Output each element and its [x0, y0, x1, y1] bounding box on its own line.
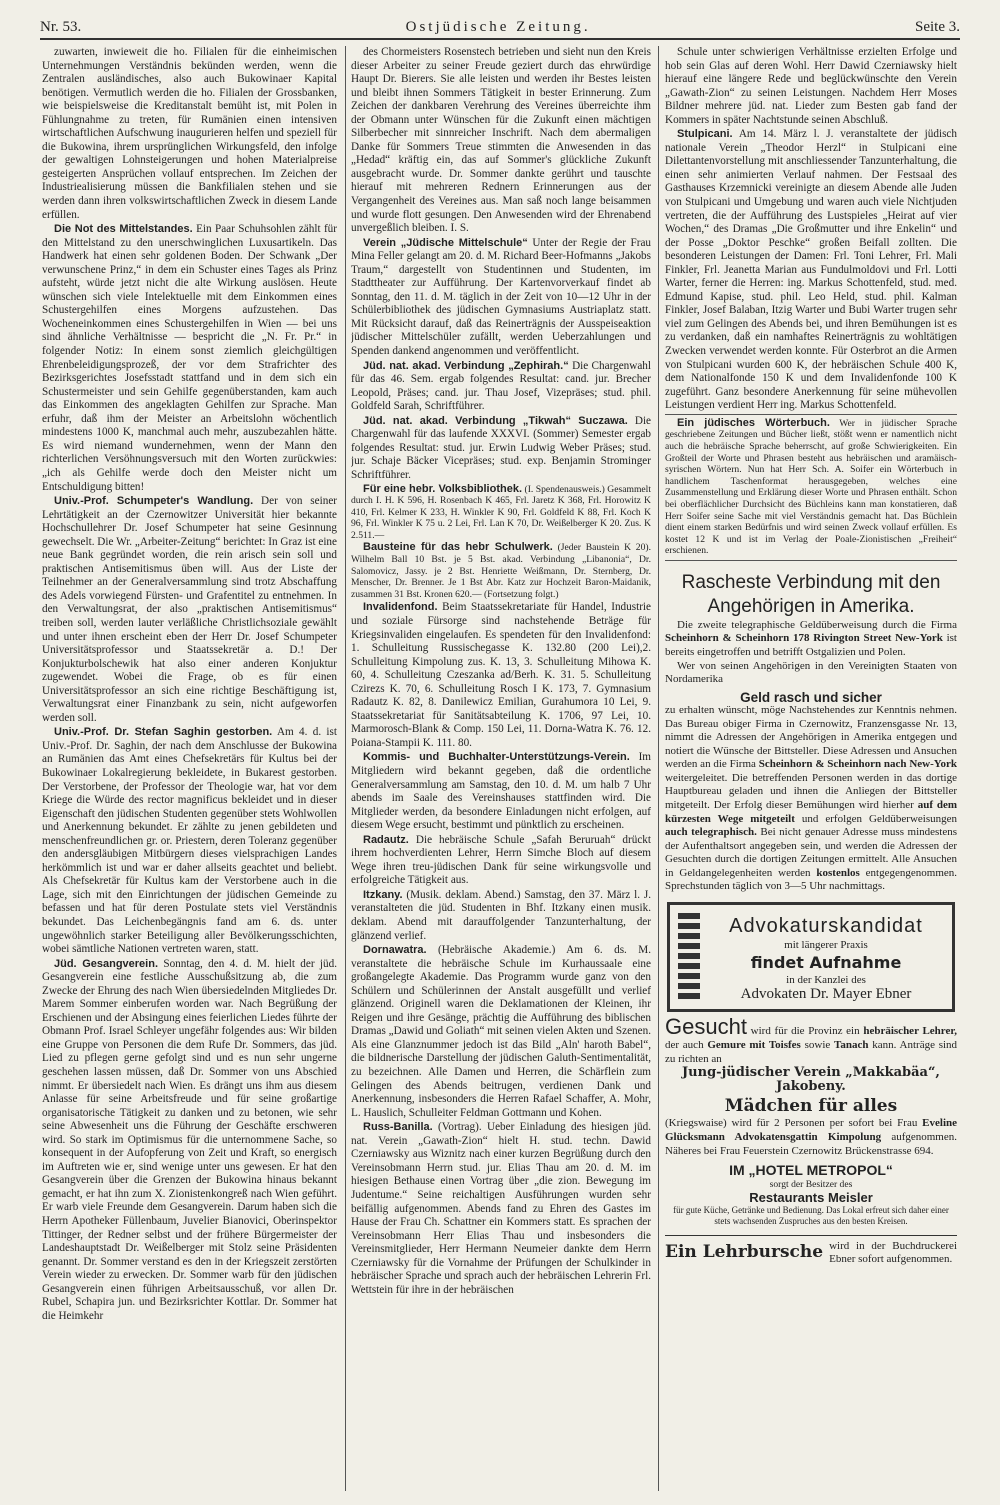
ad-amerika-firm: Scheinhorn & Scheinhorn 178 Rivington Street New-York: [665, 632, 943, 645]
ad-advokat: Advokaturskandidat mit längerer Praxis findet Aufnahme in der Kanzlei des Advokaten Dr. Mayer Ebner: [667, 902, 955, 1013]
ad-metropol: IM „HOTEL METROPOL“ sorgt der Besitzer des Restaurants Meisler für gute Küche, Getränke und Bedienung. Das Lokal erfreut sich daher einer stets wachsenden Zuspruches aus den besten Kreisen.: [673, 1162, 949, 1226]
article-heading: Radautz.: [363, 833, 409, 846]
article-heading: Jüd. Gesangverein.: [54, 957, 159, 970]
article-heading: Invalidenfond.: [363, 601, 438, 614]
ad-gesucht: Gesucht wird für die Provinz ein hebräischer Lehrer, der auch Gemure mit Toisfes sowie Tanach kann. Anträge sind zu richten an Jung-jüdischer Verein „Makkabäa“, Jakobeny.: [665, 1014, 957, 1095]
article-heading: Verein „Jüdische Mittelschule“: [363, 236, 528, 249]
column-1: [42, 46, 337, 1491]
article-text: Ein Paar Schuhsohlen zählt für den Mittelstand zu den unerschwinglichen Luxusartikeln. Das Handwerk hat einen sehr goldenen Boden. Der Schwank „Der verwunschene Prinz,“ in dem ein Schuster eines Tages als Prinz aufsteht, würde jetzt nicht die alte Wirkung auslösen. Heute wünschen sich viele Intelektuelle mit dem Einkommen eines Schustergehilfen eines Morgens aufzustehen. Das Wocheneinkommen eines Schustergehilfen in Wien — bei uns sind ähnliche Verhältnisse — bespricht die „N. Fr. Pr.“ in folgender Notiz: In einem sonst ziemlich gleichgültigen Ehrenbeleidigungsprozeß, der vor dem Strafrichter des Bezirksgerichtes Josefsstadt stattfand und in dem sich ein Schustermeister und sein Gehilfe gegenüberstanden, kam auch das Einkommen des angeklagten Gehilfen zur Sprache. Man erfuhr, daß ihm der Meister an Arbeitslohn wöchentlich mindestens 1000 K, manchmal auch mehr, auszubezahlen hätte. Es wird niemand wundernehmen, wenn der Mann den richterlichen Versöhnungsversuch mit den Worten zurückwies: „ich als Gehilfe werde doch den Meister nicht um Entschuldigung bitten!: [42, 223, 337, 493]
ad-advokat-name: Advokaten Dr. Mayer Ebner: [740, 985, 912, 1002]
issue-number: Nr. 53.: [40, 18, 82, 35]
article: [351, 46, 651, 236]
article-heading: Für eine hebr. Volksbibliothek.: [363, 482, 523, 495]
article-heading: Dornawatra.: [363, 944, 427, 957]
column-3: [665, 46, 957, 1491]
ad-maedchen: Mädchen für alles (Kriegswaise) wird für 2 Personen per sofort bei Frau Eveline Glücksmann Advokatensgattin Kimpolung aufgenommen. Näheres bei Frau Feuerstein Czernowitz Brückenstrasse 694.: [665, 1096, 957, 1158]
ad-amerika-body: zu erhalten wünscht, möge Nachstehendes zur Kenntnis nehmen. Das Bureau obiger Firma in Czernowitz, Franzensgasse Nr. 13, nimmt die Adressen der Angehörigen in Amerika entgegen und notiert die Wünsche der Bittsteller. Diese Adressen und Ansuchen werden an die Firma Scheinhorn & Scheinhorn nach New-York weitergeleitet. Die betreffenden Personen werden in das dortige Hauptbureau geladen und ihnen die Anliegen der Bittsteller mitgeteilt. Der Erfolg dieser Bemühungen wird hierher auf dem kürzesten Wege mitgeteilt und erfolgen Geldüberweisungen auch telegraphisch. Bei nicht genauer Adresse muss mindestens der Aufenthaltsort angegeben sein, und werden die Adressen der Gesuchten durch die dortigen Zeitungen ermittelt. Alle Ansuchen in Geldangelegenheiten werden kostenlos entgegengenommen. Sprechstunden täglich von 3—5 Uhr nachmittags.: [665, 704, 957, 893]
article-text: Die hebräische Schule „Safah Beruruah“ drückt ihrem hochverdienten Lehrer, Herrn Simche Bloch auf diesem Wege ihren treu-jüdischen Dank für seine wirkungsvolle und erfolgreiche Tätigkeit aus.: [351, 833, 651, 887]
article-text: (Hebräische Akademie.) Am 6. ds. M. veranstaltete die hebräische Schule im Kurhaussaale eine großangelegte Akademie. Das Programm wurde ganz von den Schülern und Schülerinnen der Anstalt ausgefüllt und verlief glänzend. Originell waren die Deklamationen der Kleinen, ihr Reigen und ihre Gesänge, prächtig die Aufführung des biblischen Dramas „Dawid und Goliath“ mit seinen vielen Akten und Szenen. Als eine Glanznummer jedoch ist das Bild „Aln' haroth Babel“, die bildnerische Darstellung der jüdischen Galuth-Sentimentalität, zu bezeichnen. Alle Damen und Herren, die Schärflein zum Gelingen des Abends beitrugen, verdienen Dank und Anerkennung, insbesonders die Herren Rafael Schaffer, A. Mohr, L. Hauslich, Schulleiter Feldman Gottmann und Kohen.: [351, 944, 651, 1119]
article-heading: Jüd. nat. akad. Verbindung „Zephirah.“: [363, 359, 569, 372]
article-heading: Itzkany.: [363, 888, 403, 901]
article-text: Am 4. d. ist Univ.-Prof. Dr. Saghin, der nach dem Anschlusse der Bukowina an Rumänien das Amt eines Chefsekretärs für Kultus bei der Bukowinaer Lokalregierung bekleidete, in Bukarest gestorben. Der Verstorbene, der Professor der Theologie war, hat vor dem Kriege die Würde des rector magnificus bekleidet und in dieser Eigenschaft den jüdischen Studenten gegenüber stets Wohlwollen und Anerkennung bekundet. Er zählte zu jenen gebildeten und menschenfreundlichen gr. or. Priestern, deren Toleranz gegenüber den andersgläubigen Mitbürgern dieses vielsprachigen Landes herkömmlich ist und war er daher allseits geachtet und beliebt. Als Chefsekretär für Kultus kam der Verstorbene auch in die Lage, sich mit den Einrichtungen der jüdischen Gemeinde zu befassen und hat für deren Postulate stets viel Verständnis bekundet. Das Leichenbegängnis fand am 6. ds. unter ungewöhnlich starker Beteiligung aller Bevölkerungsschichten, wobei sämtliche Nationen vertreten waren, statt.: [42, 726, 337, 956]
article-text: Im Mitgliedern wird bekannt gegeben, daß die ordentliche Generalversammlung am Samstag, den 10. d. M. um halb 7 Uhr abends im Saale des Vereinshauses stattfinden wird. Die Mitglieder werden, da besondere Einladungen nicht erfolgen, auf diesem Wege ersucht, bestimmt und pünktlich zu erscheinen.: [351, 751, 651, 832]
article-text: (Musik. deklam. Abend.) Samstag, den 37. März l. J. veranstalteten die jüd. Studenten in Bhf. Itzkany einen musik. deklam. Abend mit darauffolgender Tanzunterhaltung, der glänzend verlief.: [351, 888, 651, 942]
article-text: Am 14. März l. J. veranstaltete der jüdisch nationale Verein „Theodor Herzl“ in Stulpicani eine Dilettantenvorstellung mit anschliessender Tanzunterhaltung, die einen sehr animierten Verlauf nahmen. Der Festsaal des Gasthauses Krzemnicki vereinigte an diesem Abende alle Juden von Stulpicani und Umgebung und waren auch viele Nichtjuden vertreten, die der Aufführung des Lustspieles „Heirat auf vier Wochen,“ des Dramas „Die Großmutter und ihre Enkelin“ und der Posse „Doktor Peschke“ großen Beifall zollten. Die besonderen Leistungen der Damen: Frl. Toni Lehrer, Frl. Mali Finkler, Frl. Jeanetta Marian aus Fundulmoldovi und Frl. Lotti Warter, ferner die Herren: ing. Markus Schottenfeld, stud. med. Edmund Kapise, stud. phil. Leo Held, stud. phil. Kalman Finkler, Josef Balaban, Itzig Warter und Bubi Warter trugen sehr viel zum Gelingen des Abends bei, und ihren Bemühungen ist es zu verdanken, daß ein namhaftes Reinerträgnis zu wohltätigen Zwecken verwendet werden konnte. Für Osterbrot an die Armen von Stulpicani wurden 600 K, der hebräischen Schule 400 K, dem Nationalfonde 150 K und dem Invalidenfonde 100 K zugeführt. Ganz besondere Anerkennung für seine mühevollen Leistungen verdient Herr ing. Markus Schottenfeld.: [665, 128, 957, 412]
ad-advokat-offer: findet Aufnahme: [750, 953, 902, 973]
article-text: Schule unter schwierigen Verhältnisse erzielten Erfolge und hob sein Glas auf deren Wohl. Herr Dawid Czerniawsky hielt hierauf eine längere Rede und beglückwünschte den Verein „Gawath-Zion“ zu seinen Leistungen. Nachdem Herr Moses Bildner mehrere jüd. nat. Lieder zum Besten gab fand der Kommers in später Nachtstunde seinen Abschluß.: [665, 46, 957, 126]
article: [351, 415, 651, 483]
ad-lehrbursche: Ein Lehrbursche wird in der Buchdruckerei Ebner sofort aufgenommen.: [665, 1235, 957, 1267]
article-heading: Kommis- und Buchhalter-Unterstützungs-Verein.: [363, 751, 630, 764]
article: [665, 46, 957, 127]
masthead: [40, 14, 960, 40]
newspaper-title: Ostjüdische Zeitung.: [405, 18, 591, 35]
article-text: Beim Staatssekretariate für Handel, Industrie und soziale Fürsorge sind nachstehende Beträge für Kriegsinvaliden eingelaufen. Es spendeten für den Invalidenfond: 1. Schulleitung Russischegasse K. 132.80 (200 Lei),2. Schulleitung Kimpolung zus. K. 13, 3. Schulleitung Mihowa K. 60, 4. Schulleitung Czeszanka ad/Berh. K. 31. 5. Schulleitung Czirezs K. 70, 6. Schulleitung Rosch I K. 173, 7. Gymnasium Radautz K. 82, 8. Danilewicz Emilian, Gurahumora 10 Lei, 9. Staatssekretariat für Sanitätsabteilung K. 1706, 97 Lei, 10. Marmorosch-Blank & Comp. 150 Lei, 11. Dorna-Watra K. 76. 12. Poiana-Stampii K. 111. 80.: [351, 601, 651, 749]
column-3-articles: [665, 46, 957, 561]
article: [351, 834, 651, 888]
article-heading: Univ.-Prof. Dr. Stefan Saghin gestorben.: [54, 726, 273, 739]
article: [351, 542, 651, 600]
ad-amerika: [665, 565, 957, 894]
column-divider: [345, 46, 346, 1491]
ornament-border-icon: [678, 913, 700, 1002]
ad-amerika-headline: Rascheste Verbindung mit den Angehörigen in Amerika.: [681, 571, 941, 617]
article: [42, 223, 337, 494]
article-text: (Vortrag). Ueber Einladung des hiesigen jüd. nat. Verein „Gawath-Zion“ hielt H. stud. techn. Dawid Czerniawsky aus Wiznitz nach einer kurzen Begrüßung durch den Vereinsobmann Herrn stud. jur. Elias Thau am 20. d. M. im hiesigen Bethause einen Vortrag über „die zion. Bewegung im Judentume.“ Seine reichaltigen Ausführungen wurden sehr beifällig aufgenommen. Abends fand zu Ehren des Gastes im Hause der Frau Ch. Schattner ein Kommers statt. Es sprachen der Vereinsobmann Herr Elias Thau und insbesonders die Vereinsmitglieder, Herr Hermann Neumeier dankte dem Herrn Czerniawsky für die Vornahme der Prüfungen der Schulkinder in hebräischer Sprache und sprach auch der hebräischen Lehrerin Frl. Wettstein für ihre in der hebräischen: [351, 1121, 651, 1296]
article-text: Wer in jüdischer Sprache geschriebene Zeitungen und Bücher ließt, stößt wenn er namentlich nicht auch die hebräische Sprache beherrscht, auf große Schwierigkeiten. Ein Großteil der Worte und Phrasen besteht aus hebräischen und aramäisch-syrischen Wörtern. Nun hat Herr Sch. A. Soifer ein Wörterbuch in handlichem Taschenformat herausgegeben, welches eine Zusammenstellung und Erklärung dieser Worte und Phrasen enthält. Schon bei oberflächlicher Durchsicht des Büchleins kann man konstatieren, daß Herr Soifer seine Sache mit viel Verständnis gemacht hat. Das Büchlein dient einem starken Bedürfnis und wird seinen Zweck vollauf erfüllen. Es kostet 12 K und ist im Verlag der Poale-Zionistischen „Freiheit“ erschienen.: [665, 417, 957, 557]
article-heading: Stulpicani.: [677, 128, 733, 141]
article: [665, 128, 957, 412]
article: [351, 237, 651, 359]
ad-amerika-lead: Die zweite telegraphische Geldüberweisung durch die Firma Scheinhorn & Scheinhorn 178 Rivington Street New-York ist bereits eingetroffen und betrifft Ostgalizien und Polen.: [665, 618, 957, 658]
article-text: zuwarten, inwieweit die ho. Filialen für die einheimischen Unternehmungen Verständnis bekünden werden, wenn die Zentralen ausländisches, also auch Bukowinaer Kapital benötigen. Vermutlich werden die ho. Filialen der Grossbanken, wie beispielsweise die Kreditanstalt bemüht ist, mit Polen in Fühlungnahme zu treten, für Rumänien einen intensiven wirtschaftlichen Aufschwung inaugurieren helfen und speziell für die Bukowina, ihrem ursprünglichen Wirkungsfeld, den infolge der gewaltigen Lohnsteigerungen und hohen Materialpreise gesteigerten Ansprüchen vollauf entsprechen. Im Zeichen der Industriealisierung müssen die Bankfilialen stehen und sie werden dann ihren volkswirtschaftlichen Zweck in diesem Lande erfüllen.: [42, 46, 337, 221]
article-text: des Chormeisters Rosenstech betrieben und sieht nun den Kreis dieser Arbeiter zu seiner Freude geziert durch das ehrwürdige Haupt Dr. Bierers. Sie alle leisten und werden ihr Bestes leisten und bleibt ihnen Sommers Tätigkeit in bester Erinnerung. Zum Zeichen der dankbaren Verehrung des Vereines überreichte ihm der Obmann unter Wünschen für die Zukunft einen mächtigen Silberbecher mit sinnreicher Inschrift. Nach dem abermaligen Danke für Sommers Treue stimmten die Anwesenden in das „Hedad“ kräftig ein, das auf Sommer's glückliche Zukunft ausgebracht wurde. Dr. Sommer dankte gerührt und tauschte hierauf mit mehreren Rednern Erinnerungen aus der Vergangenheit des Vereines aus. Man saß noch lange beisammen und wurde flott gesungen. Den Anwesenden wird der Ehrenabend unvergeßlich bleiben. I. S.: [351, 46, 651, 235]
article-text: Die Chargenwahl für das laufende XXXVI. (Sommer) Semester ergab folgendes Resultat: stud. jur. Erwin Ludwig Weber Präses; stud. jur. Schaje Bäcker Vicepräses; stud. exp. Benjamin Strominger Schriftführer.: [351, 414, 651, 481]
article-text: Der von seiner Lehrtätigkeit an der Czernowitzer Universität hier bekannte Hochschullehrer Dr. Josef Schumpeter hat seine Gesinnung gewechselt. Die Wr. „Arbeiter-Zeitung“ berichtet: In Graz ist eine neue Bank gegründet worden, die rein arisch sein soll und praktischen Antisemitismus üben will. Aus der Liste der Teilnehmer an der Generalversammlung sind trotz Abschaffung des Adels vorwiegend Fürsten- und Grafentitel zu entnehmen. In den Verwaltungsrat, der also „praktischen Antisemitismus“ treiben soll, werden lauter verläßliche Christlichsoziale gewählt und unter ihnen erscheint eben der Herr Dr. Josef Schumpeter Universitätsprofessor und Staatssekretär a. D.! Der Konjukturbolschewik hat also einer anderen Konjuktur zugewendet. Wobei die Frage, ob es für einen Universitätsprofessor an sich eine richtige Beschäftigung ist, Verwaltungsrat einer Finanzbank zu sein, nicht aufgeworfen werden soll.: [42, 495, 337, 724]
column-divider: [658, 46, 659, 1491]
article-heading: Russ-Banilla.: [363, 1121, 433, 1134]
article: [351, 944, 651, 1120]
article-text: Unter der Regie der Frau Mina Feller gelangt am 20. d. M. Richard Beer-Hofmanns „Jakobs Traum,“ dargestellt von Studentinnen und Studenten, im Stadttheater zur Aufführung. Der Kartenvorverkauf findet ab Sonntag, den 11. d. M. täglich in der Zeit von 10—12 Uhr in der Schülerbibliothek des jüdischen Gymnasiums Austriaplatz statt. Mit Rücksicht darauf, daß das Reinerträgnis der Ausspeiseaktion jüdischer Mittelschüler zufällt, werden Ueberzahlungen und Spenden dankend angenommen und veröffentlicht.: [351, 236, 651, 358]
ad-amerika-subhead: Geld rasch und sicher: [740, 689, 882, 705]
article-heading: Jüd. nat. akad. Verbindung „Tikwah“ Suczawa.: [363, 414, 628, 427]
article: [351, 360, 651, 414]
page-number: Seite 3.: [914, 18, 960, 35]
article: [665, 414, 957, 561]
article: [351, 889, 651, 943]
article: [351, 484, 651, 542]
ad-advokat-title: Advokaturskandidat: [729, 914, 923, 937]
article: [42, 495, 337, 725]
article-heading: Univ.-Prof. Schumpeter's Wandlung.: [54, 495, 254, 508]
article: [42, 726, 337, 956]
article: [42, 46, 337, 222]
article-heading: Ein jüdisches Wörterbuch.: [677, 416, 830, 429]
article: [351, 1121, 651, 1297]
ad-amerika-line2: Wer von seinen Angehörigen in den Vereinigten Staaten von Nordamerika: [665, 659, 957, 686]
article-heading: Die Not des Mittelstandes.: [54, 223, 193, 236]
article-text: (I. Spendenausweis.) Gesammelt durch I. H. K 596, H. Rosenbach K 465, Frl. Jaretz K 368, Frl. Horowitz K 410, Frl. Kelmer K 233, H. Winkler K 90, Frl. Goldfeld K 88, Frl. Koch K 96, Frl. Winkler K 75 u. 2 Lei, Frl. Lan K 70, Dr. Weißelberger K 20. Zus. K 2.511.—: [351, 483, 651, 541]
article-text: Sonntag, den 4. d. M. hielt der jüd. Gesangverein eine festliche Ausschußsitzung ab, die zum Zwecke der Ehrung des nach Wien übersiedelnden Mitgliedes Dr. Marem Sommer einberufen worden war. Nach Begrüßung der Erschienen und der Absingung eines feierlichen Liedes führte der Obmann Prof. Israel Schleyer ungefähr folgendes aus: Wir bilden eine Gruppe von Personen die dem Rufe Dr. Sommers, das jüd. Lied zu pflegen gerne gefolgt sind und es nun sehr ungerne geschehen lassen müssen, daß Dr. Sommer von uns Abschied nimmt. Er übersiedelt nach Wien. Es drängt uns ihm aus diesem Anlasse für seine Arbeitsfreude und für seine großartige organisatorische Tätigkeit zu danken und zu betonen, wie sehr seine Abwesenheit uns die Führung der Geschäfte erschweren wird. So stark im Optimismus für die unternommene Sache, so konsequent in der Aufopferung von Zeit und Kraft, so energisch im Auftreten wie er, sind wenige unter uns gewesen. Er hat den Gesangverein über die Grenzen der Bukowina hinaus bekannt gemacht, er hat ihn zum X. Zionistenkongreß nach Wien geführt. Er warb viele Freunde dem Gesangverein. Darum haben sich die Herrn Apotheker Füllenbaum, Juvelier Bianovici, Oberinspektor Tittinger, der Redner selbst und der frühere Bürgermeister der Landeshauptstadt Dr. Weißelberger mit Stolz seine Präsidenten genannt. Dr. Sommer verstand es den in der Kriegszeit zerstörten Verein wieder zu erwecken. Dr. Sommer warb für den jüdischen Gesangverein einen führigen Arbeitsausschuß, vor allen Dr. Rubel, Schapira jun. und Bezirksrichter Kottlar. Dr. Sommer hat die Heimkehr: [42, 957, 337, 1322]
article-text: Die Chargenwahl für das 46. Sem. ergab folgendes Resultat: cand. jur. Brecher Leopold, Präses; cand. jur. Thau Josef, Vizepräses; stud. phil. Goldfeld Sarah, Schriftführer.: [351, 359, 651, 413]
header-rule: [40, 38, 960, 40]
article-text: (Jeder Baustein K 20). Wilhelm Ball 10 Bst. je 5 Bst. akad. Verbindung „Libanonia“, Dr. Salomovicz, Jassy. je 2 Bst. Henriette Weißmann, Dr. Sternberg, Dr. Menscher, Dr. Brenner. Je 1 Bst Abr. Katz zur Hochzeit Baron-Maidanik, zusammen 31 Bst. Kronen 620.— (Fortsetzung folgt.): [351, 542, 651, 600]
article: [351, 601, 651, 750]
article-heading: Bausteine für das hebr Schulwerk.: [363, 541, 553, 554]
column-2: [351, 46, 651, 1491]
article: [351, 751, 651, 832]
article: [42, 958, 337, 1324]
